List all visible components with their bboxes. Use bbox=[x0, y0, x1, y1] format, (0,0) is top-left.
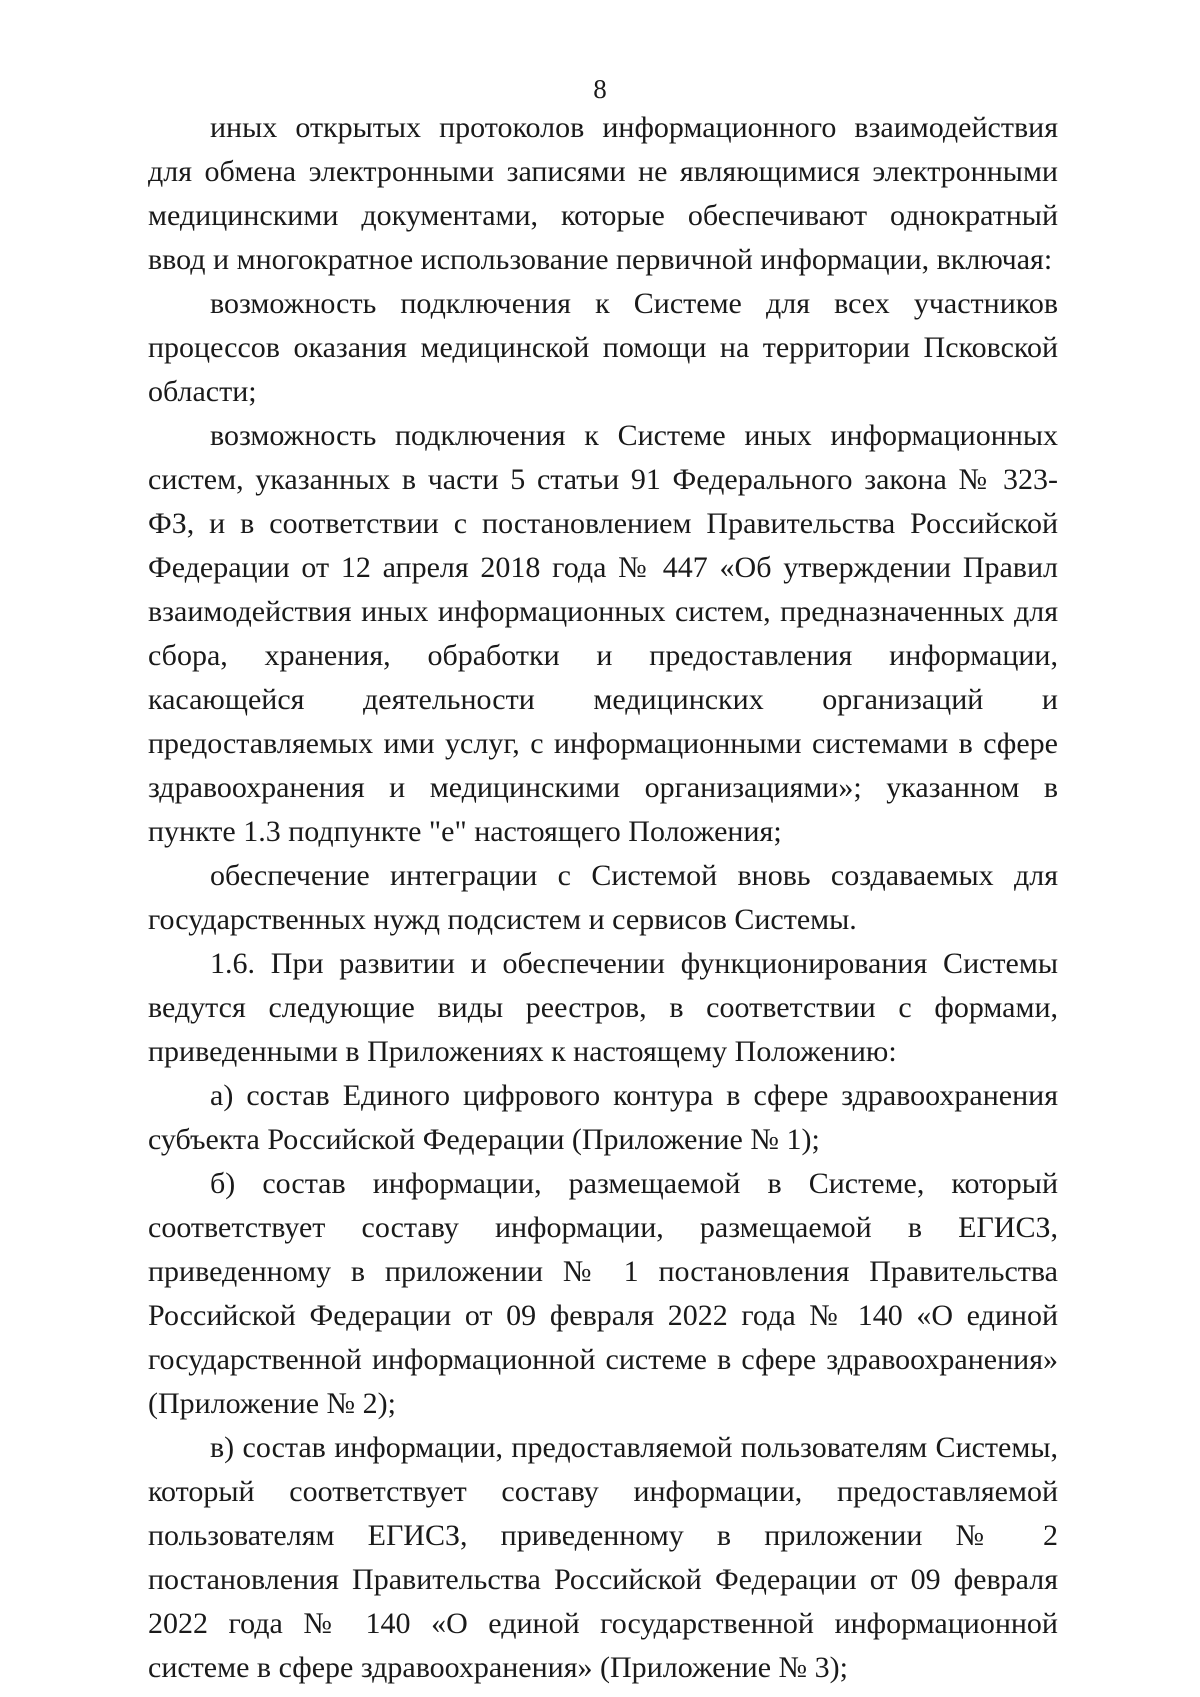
document-body bbox=[148, 106, 1058, 1690]
paragraph-open-protocols: иных открытых протоколов информационного взаимодействия для обмена электронными записями не являющимися электронными медицинскими документами, которые обеспечивают однократный ввод и многократное использование первичной информации, включая: bbox=[148, 111, 1058, 276]
page-number: 8 bbox=[593, 74, 607, 104]
list-item-a: а) состав Единого цифрового контура в сфере здравоохранения субъекта Российской Федерации (Приложение № 1); bbox=[148, 1079, 1058, 1156]
paragraph-integration: обеспечение интеграции с Системой вновь создаваемых для государственных нужд подсистем и сервисов Системы. bbox=[148, 859, 1058, 936]
list-item-v: в) состав информации, предоставляемой пользователям Системы, который соответствует составу информации, предоставляемой пользователям ЕГИСЗ, приведенному в приложении № 2 постановления Правительства Российской Федерации от 09 февраля 2022 года № 140 «О единой государственной информационной системе в сфере здравоохранения» (Приложение № 3); bbox=[148, 1431, 1058, 1684]
paragraph-participants-connection: возможность подключения к Системе для всех участников процессов оказания медицинской помощи на территории Псковской области; bbox=[148, 287, 1058, 408]
list-item-b: б) состав информации, размещаемой в Системе, который соответствует составу информации, размещаемой в ЕГИСЗ, приведенному в приложении № 1 постановления Правительства Российской Федерации от 09 февраля 2022 года № 140 «О единой государственной информационной системе в сфере здравоохранения» (Приложение № 2); bbox=[148, 1167, 1058, 1420]
paragraph-other-systems-connection: возможность подключения к Системе иных информационных систем, указанных в части 5 статьи 91 Федерального закона № 323-ФЗ, и в соответствии с постановлением Правительства Российской Федерации от 12 апреля 2018 года № 447 «Об утверждении Правил взаимодействия иных информационных систем, предназначенных для сбора, хранения, обработки и предоставления информации, касающейся деятельности медицинских организаций и предоставляемых ими услуг, с информационными системами в сфере здравоохранения и медицинскими организациями»; указанном в пункте 1.3 подпункте "е" настоящего Положения; bbox=[148, 419, 1058, 848]
paragraph-section-1-6: 1.6. При развитии и обеспечении функционирования Системы ведутся следующие виды реестров, в соответствии с формами, приведенными в Приложениях к настоящему Положению: bbox=[148, 947, 1058, 1068]
